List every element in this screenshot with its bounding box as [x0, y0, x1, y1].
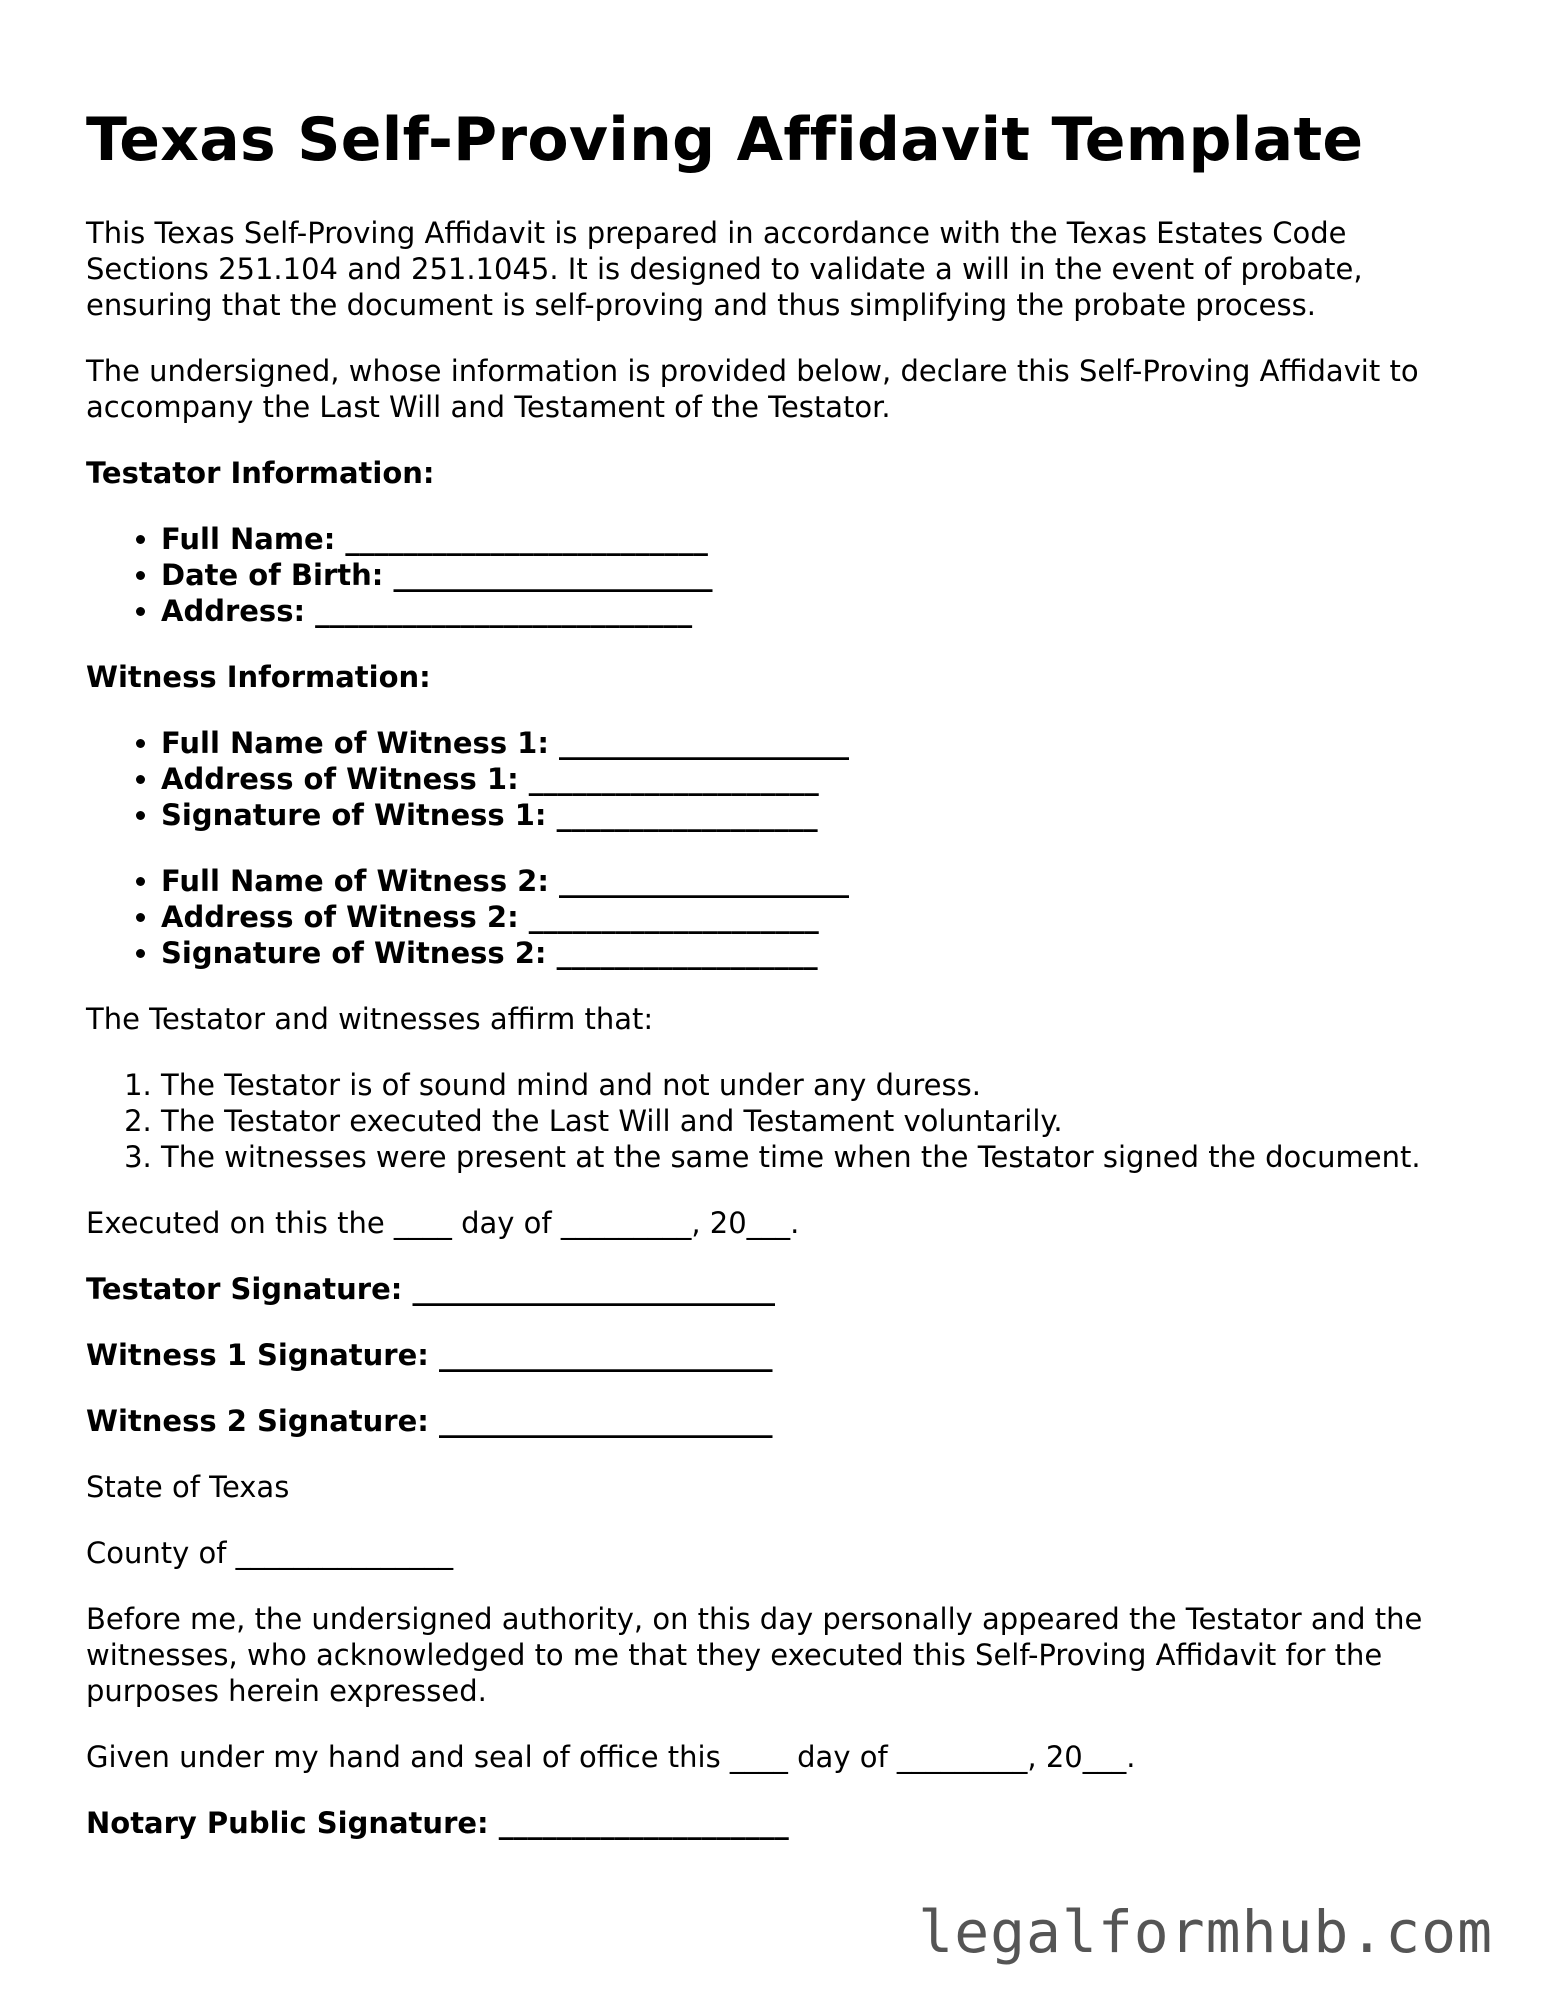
- testator-address-field: • Address: __________________________: [161, 593, 1466, 629]
- document-title: Texas Self-Proving Affidavit Template: [86, 105, 1364, 175]
- county-line: County of _______________: [86, 1536, 454, 1570]
- given-under-hand-line: Given under my hand and seal of office this ____ day of _________, 20___.: [86, 1740, 1136, 1774]
- witness1-full-name-field: • Full Name of Witness 1: ____________________: [161, 725, 1466, 761]
- executed-date-line: Executed on this the ____ day of _________, 20___.: [86, 1206, 800, 1240]
- witness2-signature-field: • Signature of Witness 2: __________________: [161, 935, 1466, 971]
- witness1-signature-field: • Signature of Witness 1: __________________: [161, 797, 1466, 833]
- testator-dob-field: • Date of Birth: ______________________: [161, 557, 1466, 593]
- witness2-signature-line: Witness 2 Signature: _______________________: [86, 1404, 773, 1438]
- notary-acknowledgment: Before me, the undersigned authority, on this day personally appeared the Testator and the witnesses, who acknowledged to me that they executed this Self-Proving Affidavit for the purposes herein expressed.: [86, 1602, 1423, 1708]
- affirm-intro: The Testator and witnesses affirm that:: [86, 1002, 654, 1036]
- affirm-list: [86, 1067, 1466, 1175]
- affirm-item-3: 3. The witnesses were present at the same time when the Testator signed the document.: [161, 1139, 1466, 1175]
- intro-paragraph-2: The undersigned, whose information is provided below, declare this Self-Proving Affidavit to accompany the Last Will and Testament of the Testator.: [86, 354, 1419, 424]
- witness2-full-name-field: • Full Name of Witness 2: ____________________: [161, 863, 1466, 899]
- testator-info-list: [86, 521, 1466, 629]
- testator-info-heading: Testator Information:: [86, 456, 435, 490]
- affirm-item-1: 1. The Testator is of sound mind and not under any duress.: [161, 1067, 1466, 1103]
- site-watermark: legalformhub.com: [918, 1898, 1493, 1966]
- testator-full-name-field: • Full Name: _________________________: [161, 521, 1466, 557]
- witness2-info-list: [86, 863, 1466, 971]
- notary-signature-line: Notary Public Signature: ____________________: [86, 1806, 789, 1840]
- affirm-item-2: 2. The Testator executed the Last Will and Testament voluntarily.: [161, 1103, 1466, 1139]
- document-page: [86, 105, 1466, 1871]
- witness1-address-field: • Address of Witness 1: ____________________: [161, 761, 1466, 797]
- witness2-address-field: • Address of Witness 2: ____________________: [161, 899, 1466, 935]
- state-line: State of Texas: [86, 1470, 290, 1504]
- intro-paragraph-1: This Texas Self-Proving Affidavit is prepared in accordance with the Texas Estates Code Sections 251.104 and 251.1045. It is designed to validate a will in the event of probate, ensuring that the document is self-proving and thus simplifying the probate process.: [86, 216, 1363, 322]
- witness1-info-list: [86, 725, 1466, 833]
- witness1-signature-line: Witness 1 Signature: _______________________: [86, 1338, 773, 1372]
- witness-info-heading: Witness Information:: [86, 660, 431, 694]
- testator-signature-line: Testator Signature: _________________________: [86, 1272, 775, 1306]
